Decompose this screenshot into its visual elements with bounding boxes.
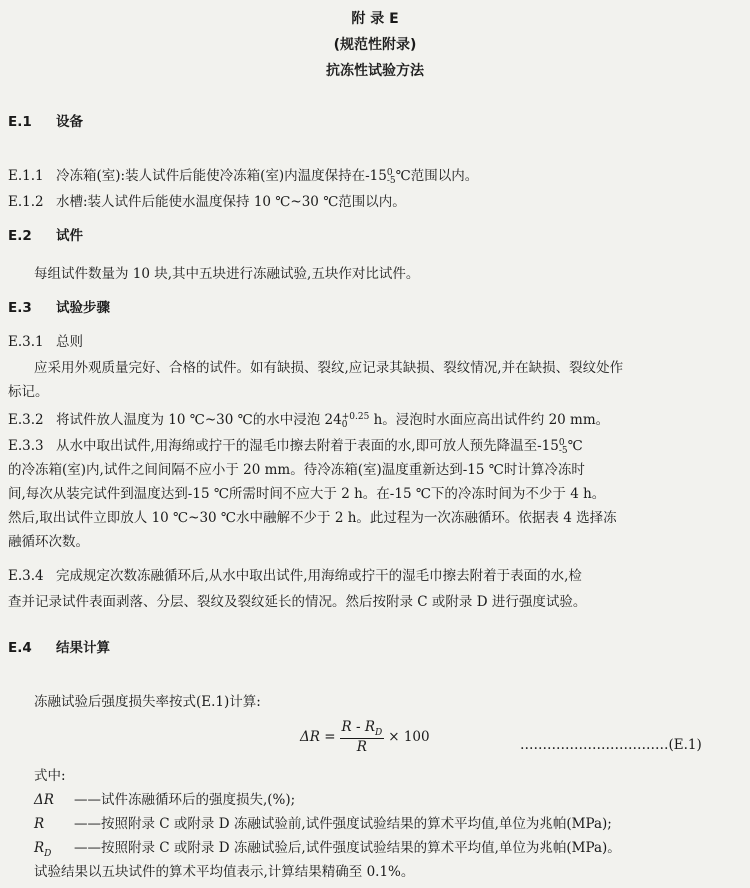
numerator-text: R - R (341, 719, 376, 735)
temperature-tolerance (387, 169, 396, 185)
definition-rd (34, 836, 621, 859)
section-e1-heading (8, 110, 83, 130)
clause-e3-3-line1 (8, 434, 583, 455)
clause-e1-2 (8, 190, 406, 210)
temperature-tolerance (559, 439, 568, 455)
clause-text-end: h。浸泡时水面应高出试件约 20 mm。 (369, 412, 610, 428)
where-label: 式中: (34, 768, 66, 784)
calc-intro: 冻融试验后强度损失率按式(E.1)计算: (34, 694, 261, 710)
tolerance-lower: -5 (386, 175, 396, 186)
formula-multiplier: × 100 (388, 729, 430, 745)
definition-symbol (34, 840, 74, 859)
result-conclusion: 试验结果以五块试件的算术平均值表示,计算结果精确至 0.1%。 (34, 864, 415, 880)
definition-text: ——按照附录 C 或附录 D 冻融试验前,试件强度试验结果的算术平均值,单位为兆帕(MPa); (74, 816, 612, 832)
clause-text: 将试件放人温度为 10 ℃~30 ℃的水中浸泡 24 (56, 412, 342, 428)
section-title: 试件 (56, 228, 83, 244)
equation-number: (E.1) (668, 737, 702, 753)
tolerance-upper: 0 (386, 167, 393, 178)
section-title: 设备 (56, 114, 83, 130)
section-number: E.4 (8, 640, 32, 656)
clause-e3-1-line2: 标记。 (8, 384, 49, 400)
tolerance-lower: 0 (341, 419, 348, 430)
formula-denominator: R (356, 739, 367, 755)
symbol-text: ΔR (34, 792, 54, 808)
section-title: 试验步骤 (56, 300, 110, 316)
equation-leader (520, 737, 702, 753)
soak-tolerance (342, 413, 370, 429)
clause-text: 水槽:装人试件后能使水温度保持 10 ℃~30 ℃范围以内。 (56, 194, 406, 210)
definition-r (34, 812, 612, 832)
numerator-subscript: D (375, 728, 383, 738)
definition-symbol (34, 816, 74, 832)
clause-e3-2 (8, 408, 609, 429)
formula-e1 (300, 714, 430, 760)
section-number: E.2 (8, 228, 32, 244)
clause-text: 从水中取出试件,用海绵或拧干的湿毛巾擦去附着于表面的水,即可放人预先降温至-15 (56, 438, 559, 454)
clause-title: 总则 (56, 334, 83, 350)
clause-e3-3-line3: 间,每次从装完试件到温度达到-15 ℃所需时间不应大于 2 h。在-15 ℃下的冷冻时间为不少于 4 h。 (8, 486, 606, 502)
clause-e3-4-line2: 查并记录试件表面剥落、分层、裂纹及裂纹延长的情况。然后按附录 C 或附录 D 进行强度试验。 (8, 594, 587, 610)
appendix-label: 附 录 E (351, 11, 399, 27)
definition-text: ——试件冻融循环后的强度损失,(%); (74, 792, 296, 808)
clause-number: E.1.1 (8, 168, 44, 184)
section-e4-heading (8, 636, 110, 656)
section-number: E.1 (8, 114, 32, 130)
formula-lhs: ΔR = (300, 729, 336, 745)
section-e3-heading (8, 296, 110, 316)
section-e2-heading (8, 224, 83, 244)
clause-number: E.3.1 (8, 334, 44, 350)
tolerance-upper: 0 (558, 437, 565, 448)
clause-e3-4-line1 (8, 564, 582, 584)
clause-text: 冷冻箱(室):装人试件后能使冷冻箱(室)内温度保持在-15 (56, 168, 387, 184)
symbol-subscript: D (44, 849, 52, 859)
clause-e3-1-line1: 应采用外观质量完好、合格的试件。如有缺损、裂纹,应记录其缺损、裂纹情况,并在缺损、裂纹处作 (34, 360, 624, 376)
appendix-nature: (规范性附录) (333, 37, 417, 53)
tolerance-lower: -5 (558, 445, 568, 456)
clause-e3-3-line4: 然后,取出试件立即放人 10 ℃~30 ℃水中融解不少于 2 h。此过程为一次冻融循环。依据表 4 选择冻 (8, 510, 617, 526)
definition-text: ——按照附录 C 或附录 D 冻融试验后,试件强度试验结果的算术平均值,单位为兆帕(MPa)。 (74, 840, 621, 856)
clause-e3-3-line2: 的冷冻箱(室)内,试件之间间隔不应小于 20 mm。待冷冻箱(室)温度重新达到-15 ℃时计算冷冻时 (8, 462, 585, 478)
section-e2-body: 每组试件数量为 10 块,其中五块进行冻融试验,五块作对比试件。 (34, 266, 420, 282)
formula-fraction (340, 719, 385, 755)
clause-e3-3-line5: 融循环次数。 (8, 534, 89, 550)
definition-symbol (34, 792, 74, 808)
clause-text-end: ℃范围以内。 (395, 168, 479, 184)
clause-e3-1-heading (8, 330, 83, 350)
tolerance-upper: +0.25 (341, 411, 370, 422)
clause-number: E.3.2 (8, 412, 44, 428)
appendix-title: 抗冻性试验方法 (326, 63, 424, 79)
symbol-text: R (34, 840, 45, 856)
clause-text: 完成规定次数冻融循环后,从水中取出试件,用海绵或拧干的湿毛巾擦去附着于表面的水,检 (56, 568, 582, 584)
clause-number: E.3.3 (8, 438, 44, 454)
formula-numerator (340, 719, 385, 739)
section-number: E.3 (8, 300, 32, 316)
clause-number: E.1.2 (8, 194, 44, 210)
symbol-text: R (34, 816, 45, 832)
definition-delta-r (34, 788, 295, 808)
dot-leader: …………………………… (520, 737, 669, 753)
section-title: 结果计算 (56, 640, 110, 656)
clause-text-end: ℃ (567, 438, 583, 454)
clause-number: E.3.4 (8, 568, 44, 584)
clause-e1-1 (8, 164, 478, 185)
